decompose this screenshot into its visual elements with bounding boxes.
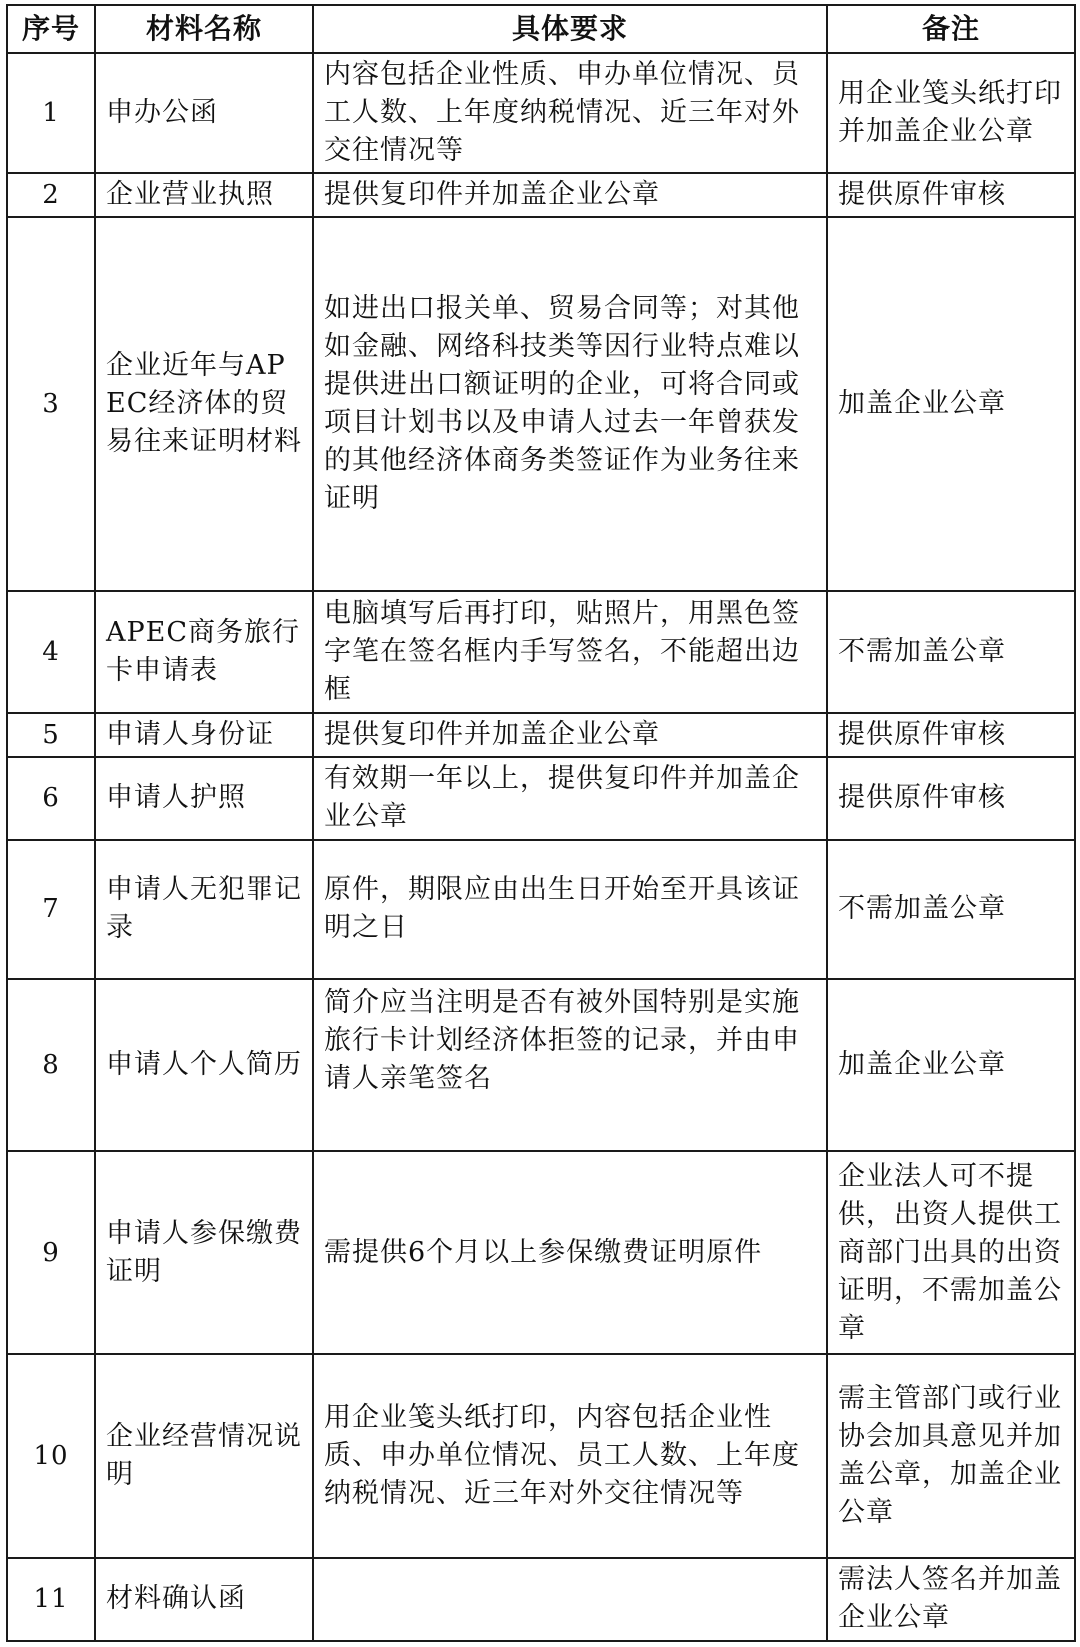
row-num: 4 <box>7 591 95 713</box>
row-name: 申请人参保缴费证明 <box>95 1151 313 1354</box>
table-row <box>7 1354 1075 1557</box>
row-note: 需主管部门或行业协会加具意见并加盖公章，加盖企业公章 <box>827 1354 1075 1557</box>
row-name: 企业营业执照 <box>95 173 313 217</box>
row-name: 申请人身份证 <box>95 713 313 757</box>
table-row <box>7 173 1075 217</box>
row-num: 8 <box>7 979 95 1151</box>
row-num: 7 <box>7 840 95 979</box>
row-requirement: 如进出口报关单、贸易合同等；对其他如金融、网络科技类等因行业特点难以提供进出口额证明的企业，可将合同或项目计划书以及申请人过去一年曾获发的其他经济体商务类签证作为业务往来证明 <box>313 217 827 591</box>
row-name: 企业经营情况说明 <box>95 1354 313 1557</box>
row-name: 申请人无犯罪记录 <box>95 840 313 979</box>
header-requirement: 具体要求 <box>313 5 827 53</box>
row-note: 不需加盖公章 <box>827 840 1075 979</box>
row-requirement: 需提供6个月以上参保缴费证明原件 <box>313 1151 827 1354</box>
row-note: 提供原件审核 <box>827 713 1075 757</box>
row-num: 6 <box>7 757 95 840</box>
table-header-row <box>7 5 1075 53</box>
row-requirement: 内容包括企业性质、申办单位情况、员工人数、上年度纳税情况、近三年对外交往情况等 <box>313 53 827 173</box>
row-name: 企业近年与APEC经济体的贸易往来证明材料 <box>95 217 313 591</box>
row-requirement: 有效期一年以上，提供复印件并加盖企业公章 <box>313 757 827 840</box>
materials-table <box>6 4 1076 1642</box>
table-row <box>7 53 1075 173</box>
row-requirement: 提供复印件并加盖企业公章 <box>313 713 827 757</box>
row-requirement: 用企业笺头纸打印，内容包括企业性质、申办单位情况、员工人数、上年度纳税情况、近三年对外交往情况等 <box>313 1354 827 1557</box>
row-note: 加盖企业公章 <box>827 217 1075 591</box>
table-row <box>7 1151 1075 1354</box>
table-row <box>7 1558 1075 1641</box>
row-note: 加盖企业公章 <box>827 979 1075 1151</box>
header-note: 备注 <box>827 5 1075 53</box>
row-num: 1 <box>7 53 95 173</box>
row-note: 提供原件审核 <box>827 173 1075 217</box>
header-num: 序号 <box>7 5 95 53</box>
row-name: 申办公函 <box>95 53 313 173</box>
table-row <box>7 217 1075 591</box>
row-num: 2 <box>7 173 95 217</box>
table-row <box>7 757 1075 840</box>
row-num: 5 <box>7 713 95 757</box>
row-requirement <box>313 1558 827 1641</box>
row-name: 申请人个人简历 <box>95 979 313 1151</box>
row-note: 不需加盖公章 <box>827 591 1075 713</box>
row-requirement: 电脑填写后再打印，贴照片，用黑色签字笔在签名框内手写签名，不能超出边框 <box>313 591 827 713</box>
row-name: 申请人护照 <box>95 757 313 840</box>
row-requirement: 简介应当注明是否有被外国特别是实施旅行卡计划经济体拒签的记录，并由申请人亲笔签名 <box>313 979 827 1151</box>
table-row <box>7 713 1075 757</box>
header-name: 材料名称 <box>95 5 313 53</box>
row-num: 10 <box>7 1354 95 1557</box>
row-note: 用企业笺头纸打印并加盖企业公章 <box>827 53 1075 173</box>
row-num: 9 <box>7 1151 95 1354</box>
row-name: APEC商务旅行卡申请表 <box>95 591 313 713</box>
row-requirement: 原件，期限应由出生日开始至开具该证明之日 <box>313 840 827 979</box>
materials-table-container <box>6 4 1074 1642</box>
row-num: 11 <box>7 1558 95 1641</box>
row-note: 提供原件审核 <box>827 757 1075 840</box>
table-row <box>7 979 1075 1151</box>
row-name: 材料确认函 <box>95 1558 313 1641</box>
row-note: 需法人签名并加盖企业公章 <box>827 1558 1075 1641</box>
table-row <box>7 840 1075 979</box>
row-note: 企业法人可不提供，出资人提供工商部门出具的出资证明，不需加盖公章 <box>827 1151 1075 1354</box>
table-row <box>7 591 1075 713</box>
row-num: 3 <box>7 217 95 591</box>
row-requirement: 提供复印件并加盖企业公章 <box>313 173 827 217</box>
